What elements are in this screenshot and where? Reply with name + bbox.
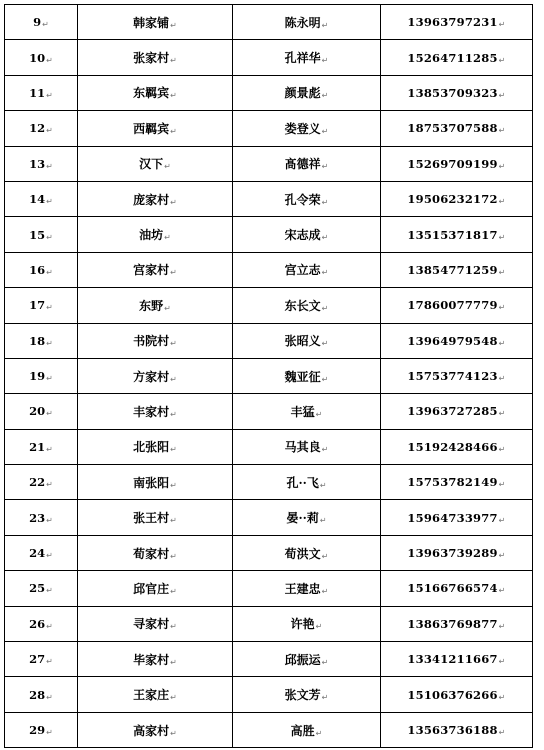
village-cell — [78, 5, 233, 40]
contact-name-cell — [233, 429, 381, 464]
contact-name-text: 孔祥华 — [284, 51, 321, 66]
phone-number-cell — [381, 288, 533, 323]
contact-name-cell — [233, 465, 381, 500]
village-text: 东野 — [139, 298, 164, 313]
paragraph-mark-icon: ↵ — [498, 267, 506, 277]
village-cell — [78, 429, 233, 464]
village-cell — [78, 323, 233, 358]
paragraph-mark-icon: ↵ — [498, 90, 506, 100]
paragraph-mark-icon: ↵ — [321, 339, 329, 349]
village-text: 韩家铺 — [133, 15, 170, 30]
village-cell — [78, 394, 233, 429]
paragraph-mark-icon: ↵ — [315, 622, 323, 632]
village-text: 宫家村 — [133, 263, 170, 278]
phone-number-cell — [381, 677, 533, 712]
phone-number-text: 15964733977 — [407, 510, 498, 525]
phone-number-text: 15106376266 — [407, 687, 498, 702]
paragraph-mark-icon: ↵ — [498, 586, 506, 596]
paragraph-mark-icon: ↵ — [170, 91, 177, 101]
phone-number-text: 19506232172 — [407, 192, 498, 207]
row-number-cell — [5, 288, 78, 323]
paragraph-mark-icon: ↵ — [498, 20, 506, 30]
phone-number-text: 15192428466 — [407, 439, 498, 454]
contact-name-text: 晏··莉 — [286, 511, 319, 526]
paragraph-mark-icon: ↵ — [170, 728, 177, 738]
contact-name-text: 颜景彪 — [284, 86, 321, 101]
phone-number-cell — [381, 5, 533, 40]
paragraph-mark-icon: ↵ — [321, 374, 329, 384]
paragraph-mark-icon: ↵ — [498, 303, 506, 313]
village-text: 张王村 — [133, 511, 170, 526]
table-row — [5, 535, 533, 570]
phone-number-text: 15753774123 — [407, 369, 498, 384]
village-text: 北张阳 — [133, 440, 170, 455]
village-cell — [78, 75, 233, 110]
paragraph-mark-icon: ↵ — [498, 621, 506, 631]
phone-number-cell — [381, 535, 533, 570]
phone-number-cell — [381, 358, 533, 393]
row-number-text: 22 — [29, 475, 46, 490]
paragraph-mark-icon: ↵ — [170, 268, 177, 278]
village-text: 方家村 — [133, 369, 170, 384]
paragraph-mark-icon: ↵ — [170, 586, 177, 596]
village-cell — [78, 500, 233, 535]
row-number-text: 20 — [29, 404, 46, 419]
paragraph-mark-icon: ↵ — [46, 728, 53, 737]
paragraph-mark-icon: ↵ — [498, 232, 506, 242]
row-number-text: 14 — [29, 192, 46, 207]
table-row — [5, 75, 533, 110]
row-number-cell — [5, 712, 78, 747]
contact-name-cell — [233, 358, 381, 393]
phone-number-text: 15166766574 — [407, 581, 498, 596]
contact-name-text: 魏亚征 — [284, 369, 321, 384]
phone-number-cell — [381, 217, 533, 252]
village-text: 东羁宾 — [133, 86, 170, 101]
paragraph-mark-icon: ↵ — [42, 20, 49, 30]
phone-number-text: 13341211667 — [407, 652, 498, 667]
row-number-cell — [5, 40, 78, 75]
paragraph-mark-icon: ↵ — [498, 55, 506, 65]
table-body — [5, 5, 533, 748]
village-cell — [78, 465, 233, 500]
phone-number-cell — [381, 111, 533, 146]
paragraph-mark-icon: ↵ — [164, 303, 171, 313]
table-row — [5, 288, 533, 323]
row-number-cell — [5, 465, 78, 500]
paragraph-mark-icon: ↵ — [498, 161, 506, 171]
paragraph-mark-icon: ↵ — [170, 551, 177, 561]
paragraph-mark-icon: ↵ — [319, 480, 327, 490]
row-number-text: 23 — [29, 510, 46, 525]
village-text: 庞家村 — [133, 192, 170, 207]
village-text: 高家村 — [133, 723, 170, 738]
table-row — [5, 323, 533, 358]
paragraph-mark-icon: ↵ — [46, 692, 53, 702]
row-number-text: 10 — [29, 50, 46, 65]
row-number-cell — [5, 571, 78, 606]
contact-name-cell — [233, 571, 381, 606]
contact-name-cell — [233, 500, 381, 535]
paragraph-mark-icon: ↵ — [321, 197, 329, 207]
contact-name-text: 王建忠 — [284, 581, 321, 596]
table-row — [5, 181, 533, 216]
paragraph-mark-icon: ↵ — [46, 480, 53, 490]
row-number-cell — [5, 677, 78, 712]
contact-name-text: 邱振运 — [284, 652, 321, 667]
phone-number-cell — [381, 40, 533, 75]
phone-number-cell — [381, 323, 533, 358]
paragraph-mark-icon: ↵ — [46, 161, 53, 171]
phone-number-text: 15269709199 — [407, 156, 498, 171]
village-text: 油坊 — [139, 228, 164, 243]
row-number-cell — [5, 358, 78, 393]
paragraph-mark-icon: ↵ — [46, 551, 53, 561]
phone-number-text: 13963727285 — [407, 404, 498, 419]
paragraph-mark-icon: ↵ — [321, 303, 329, 313]
paragraph-mark-icon: ↵ — [321, 233, 329, 243]
contact-name-cell — [233, 75, 381, 110]
row-number-text: 13 — [29, 156, 46, 171]
paragraph-mark-icon: ↵ — [46, 409, 53, 419]
phone-number-cell — [381, 500, 533, 535]
phone-number-text: 13563736188 — [407, 723, 498, 737]
paragraph-mark-icon: ↵ — [170, 693, 177, 703]
paragraph-mark-icon: ↵ — [498, 197, 506, 207]
village-text: 毕家村 — [133, 652, 170, 667]
paragraph-mark-icon: ↵ — [46, 444, 53, 454]
phone-number-cell — [381, 252, 533, 287]
paragraph-mark-icon: ↵ — [498, 551, 506, 561]
phone-number-cell — [381, 642, 533, 677]
row-number-text: 24 — [29, 546, 46, 561]
row-number-text: 15 — [29, 227, 46, 242]
paragraph-mark-icon: ↵ — [46, 621, 53, 631]
paragraph-mark-icon: ↵ — [46, 55, 53, 65]
phone-number-text: 13853709323 — [407, 85, 498, 100]
village-cell — [78, 40, 233, 75]
paragraph-mark-icon: ↵ — [321, 162, 329, 172]
row-number-cell — [5, 642, 78, 677]
phone-number-text: 13863769877 — [407, 616, 498, 631]
paragraph-mark-icon: ↵ — [321, 91, 329, 101]
village-text: 王家庄 — [133, 688, 170, 703]
phone-number-text: 18753707588 — [407, 121, 498, 136]
paragraph-mark-icon: ↵ — [321, 586, 329, 596]
paragraph-mark-icon: ↵ — [170, 480, 177, 490]
row-number-cell — [5, 394, 78, 429]
paragraph-mark-icon: ↵ — [498, 657, 506, 667]
contact-name-cell — [233, 394, 381, 429]
paragraph-mark-icon: ↵ — [315, 409, 323, 419]
village-text: 丰家村 — [133, 404, 170, 419]
paragraph-mark-icon: ↵ — [498, 515, 506, 525]
paragraph-mark-icon: ↵ — [46, 197, 53, 207]
contact-name-cell — [233, 217, 381, 252]
paragraph-mark-icon: ↵ — [315, 728, 323, 738]
table-row — [5, 571, 533, 606]
row-number-text: 27 — [29, 652, 46, 667]
contact-name-text: 高胜 — [290, 723, 315, 738]
paragraph-mark-icon: ↵ — [498, 480, 506, 490]
contact-name-cell — [233, 181, 381, 216]
contact-name-cell — [233, 5, 381, 40]
row-number-cell — [5, 111, 78, 146]
table-row — [5, 358, 533, 393]
table-row — [5, 252, 533, 287]
paragraph-mark-icon: ↵ — [170, 126, 177, 136]
paragraph-mark-icon: ↵ — [321, 20, 329, 30]
paragraph-mark-icon: ↵ — [321, 693, 329, 703]
paragraph-mark-icon: ↵ — [498, 338, 506, 348]
village-cell — [78, 288, 233, 323]
contact-name-cell — [233, 111, 381, 146]
phone-number-text: 15264711285 — [407, 50, 498, 65]
contact-name-text: 许艳 — [290, 617, 315, 632]
row-number-cell — [5, 5, 78, 40]
phone-number-text: 13515371817 — [407, 227, 498, 242]
row-number-text: 17 — [29, 298, 46, 313]
row-number-text: 11 — [29, 85, 46, 100]
paragraph-mark-icon: ↵ — [170, 374, 177, 384]
village-text: 南张阳 — [133, 475, 170, 490]
contact-name-text: 陈永明 — [284, 15, 321, 30]
phone-number-cell — [381, 181, 533, 216]
paragraph-mark-icon: ↵ — [321, 126, 329, 136]
village-cell — [78, 571, 233, 606]
phone-number-cell — [381, 429, 533, 464]
paragraph-mark-icon: ↵ — [170, 657, 177, 667]
phone-number-cell — [381, 712, 533, 747]
contact-name-text: 孔··飞 — [286, 475, 319, 490]
row-number-text: 28 — [29, 687, 46, 702]
village-cell — [78, 111, 233, 146]
row-number-cell — [5, 606, 78, 641]
row-number-text: 29 — [29, 723, 46, 737]
village-text: 汉下 — [139, 157, 164, 172]
table-row — [5, 40, 533, 75]
phone-number-text: 17860077779 — [407, 298, 498, 313]
paragraph-mark-icon: ↵ — [46, 232, 53, 242]
row-number-text: 16 — [29, 262, 46, 277]
phone-number-cell — [381, 394, 533, 429]
village-cell — [78, 181, 233, 216]
paragraph-mark-icon: ↵ — [170, 20, 177, 30]
paragraph-mark-icon: ↵ — [170, 445, 177, 455]
paragraph-mark-icon: ↵ — [321, 445, 329, 455]
row-number-cell — [5, 535, 78, 570]
paragraph-mark-icon: ↵ — [498, 409, 506, 419]
paragraph-mark-icon: ↵ — [321, 657, 329, 667]
contact-name-text: 宋志成 — [284, 228, 321, 243]
paragraph-mark-icon: ↵ — [170, 56, 177, 66]
paragraph-mark-icon: ↵ — [498, 444, 506, 454]
contact-name-cell — [233, 323, 381, 358]
row-number-text: 26 — [29, 616, 46, 631]
paragraph-mark-icon: ↵ — [46, 126, 53, 136]
table-row — [5, 394, 533, 429]
paragraph-mark-icon: ↵ — [498, 692, 506, 702]
village-cell — [78, 358, 233, 393]
contact-table — [4, 4, 533, 748]
contact-name-text: 张文芳 — [284, 688, 321, 703]
paragraph-mark-icon: ↵ — [321, 56, 329, 66]
village-text: 邱官庄 — [133, 581, 170, 596]
row-number-text: 12 — [29, 121, 46, 136]
table-row — [5, 677, 533, 712]
village-cell — [78, 606, 233, 641]
table-row — [5, 500, 533, 535]
row-number-cell — [5, 146, 78, 181]
row-number-cell — [5, 217, 78, 252]
paragraph-mark-icon: ↵ — [498, 126, 506, 136]
paragraph-mark-icon: ↵ — [170, 516, 177, 526]
village-cell — [78, 535, 233, 570]
paragraph-mark-icon: ↵ — [321, 551, 329, 561]
village-text: 荀家村 — [133, 546, 170, 561]
table-row — [5, 606, 533, 641]
village-text: 寻家村 — [133, 617, 170, 632]
contact-name-text: 娄登义 — [284, 121, 321, 136]
contact-name-text: 马其良 — [284, 440, 321, 455]
phone-number-text: 13963797231 — [407, 15, 498, 30]
row-number-cell — [5, 252, 78, 287]
contact-name-text: 宫立志 — [284, 263, 321, 278]
phone-number-text: 15753782149 — [407, 475, 498, 490]
contact-name-cell — [233, 146, 381, 181]
phone-number-cell — [381, 146, 533, 181]
row-number-cell — [5, 429, 78, 464]
village-cell — [78, 146, 233, 181]
village-text: 书院村 — [133, 334, 170, 349]
row-number-text: 9 — [33, 15, 42, 30]
phone-number-cell — [381, 465, 533, 500]
contact-name-text: 丰猛 — [290, 404, 315, 419]
contact-name-text: 荀洪文 — [284, 546, 321, 561]
contact-name-cell — [233, 677, 381, 712]
village-cell — [78, 217, 233, 252]
paragraph-mark-icon: ↵ — [46, 90, 53, 100]
table-row — [5, 429, 533, 464]
village-cell — [78, 677, 233, 712]
paragraph-mark-icon: ↵ — [498, 728, 506, 737]
paragraph-mark-icon: ↵ — [170, 622, 177, 632]
paragraph-mark-icon: ↵ — [164, 233, 171, 243]
contact-name-cell — [233, 606, 381, 641]
row-number-text: 21 — [29, 439, 46, 454]
paragraph-mark-icon: ↵ — [164, 162, 171, 172]
paragraph-mark-icon: ↵ — [498, 374, 506, 384]
village-cell — [78, 642, 233, 677]
village-text: 西羁宾 — [133, 121, 170, 136]
phone-number-cell — [381, 75, 533, 110]
contact-name-cell — [233, 642, 381, 677]
village-cell — [78, 712, 233, 747]
phone-number-text: 13964979548 — [407, 333, 498, 348]
table-row — [5, 111, 533, 146]
table-row — [5, 465, 533, 500]
table-row — [5, 146, 533, 181]
village-cell — [78, 252, 233, 287]
contact-name-text: 东长文 — [284, 298, 321, 313]
row-number-cell — [5, 181, 78, 216]
contact-name-cell — [233, 40, 381, 75]
paragraph-mark-icon: ↵ — [170, 197, 177, 207]
paragraph-mark-icon: ↵ — [319, 516, 327, 526]
table-row — [5, 217, 533, 252]
row-number-cell — [5, 75, 78, 110]
paragraph-mark-icon: ↵ — [170, 409, 177, 419]
village-text: 张家村 — [133, 51, 170, 66]
table-row — [5, 642, 533, 677]
paragraph-mark-icon: ↵ — [46, 586, 53, 596]
row-number-text: 18 — [29, 333, 46, 348]
phone-number-cell — [381, 571, 533, 606]
phone-number-cell — [381, 606, 533, 641]
contact-name-cell — [233, 712, 381, 747]
row-number-text: 25 — [29, 581, 46, 596]
contact-name-text: 孔令荣 — [284, 192, 321, 207]
contact-name-cell — [233, 535, 381, 570]
paragraph-mark-icon: ↵ — [46, 374, 53, 384]
row-number-cell — [5, 500, 78, 535]
paragraph-mark-icon: ↵ — [46, 657, 53, 667]
table-row — [5, 712, 533, 747]
paragraph-mark-icon: ↵ — [46, 303, 53, 313]
contact-name-cell — [233, 252, 381, 287]
contact-name-cell — [233, 288, 381, 323]
paragraph-mark-icon: ↵ — [321, 268, 329, 278]
paragraph-mark-icon: ↵ — [46, 267, 53, 277]
paragraph-mark-icon: ↵ — [46, 338, 53, 348]
row-number-cell — [5, 323, 78, 358]
row-number-text: 19 — [29, 369, 46, 384]
table-row — [5, 5, 533, 40]
paragraph-mark-icon: ↵ — [46, 515, 53, 525]
contact-name-text: 张昭义 — [284, 334, 321, 349]
paragraph-mark-icon: ↵ — [170, 339, 177, 349]
phone-number-text: 13854771259 — [407, 262, 498, 277]
phone-number-text: 13963739289 — [407, 546, 498, 561]
contact-name-text: 髙德祥 — [284, 157, 321, 172]
